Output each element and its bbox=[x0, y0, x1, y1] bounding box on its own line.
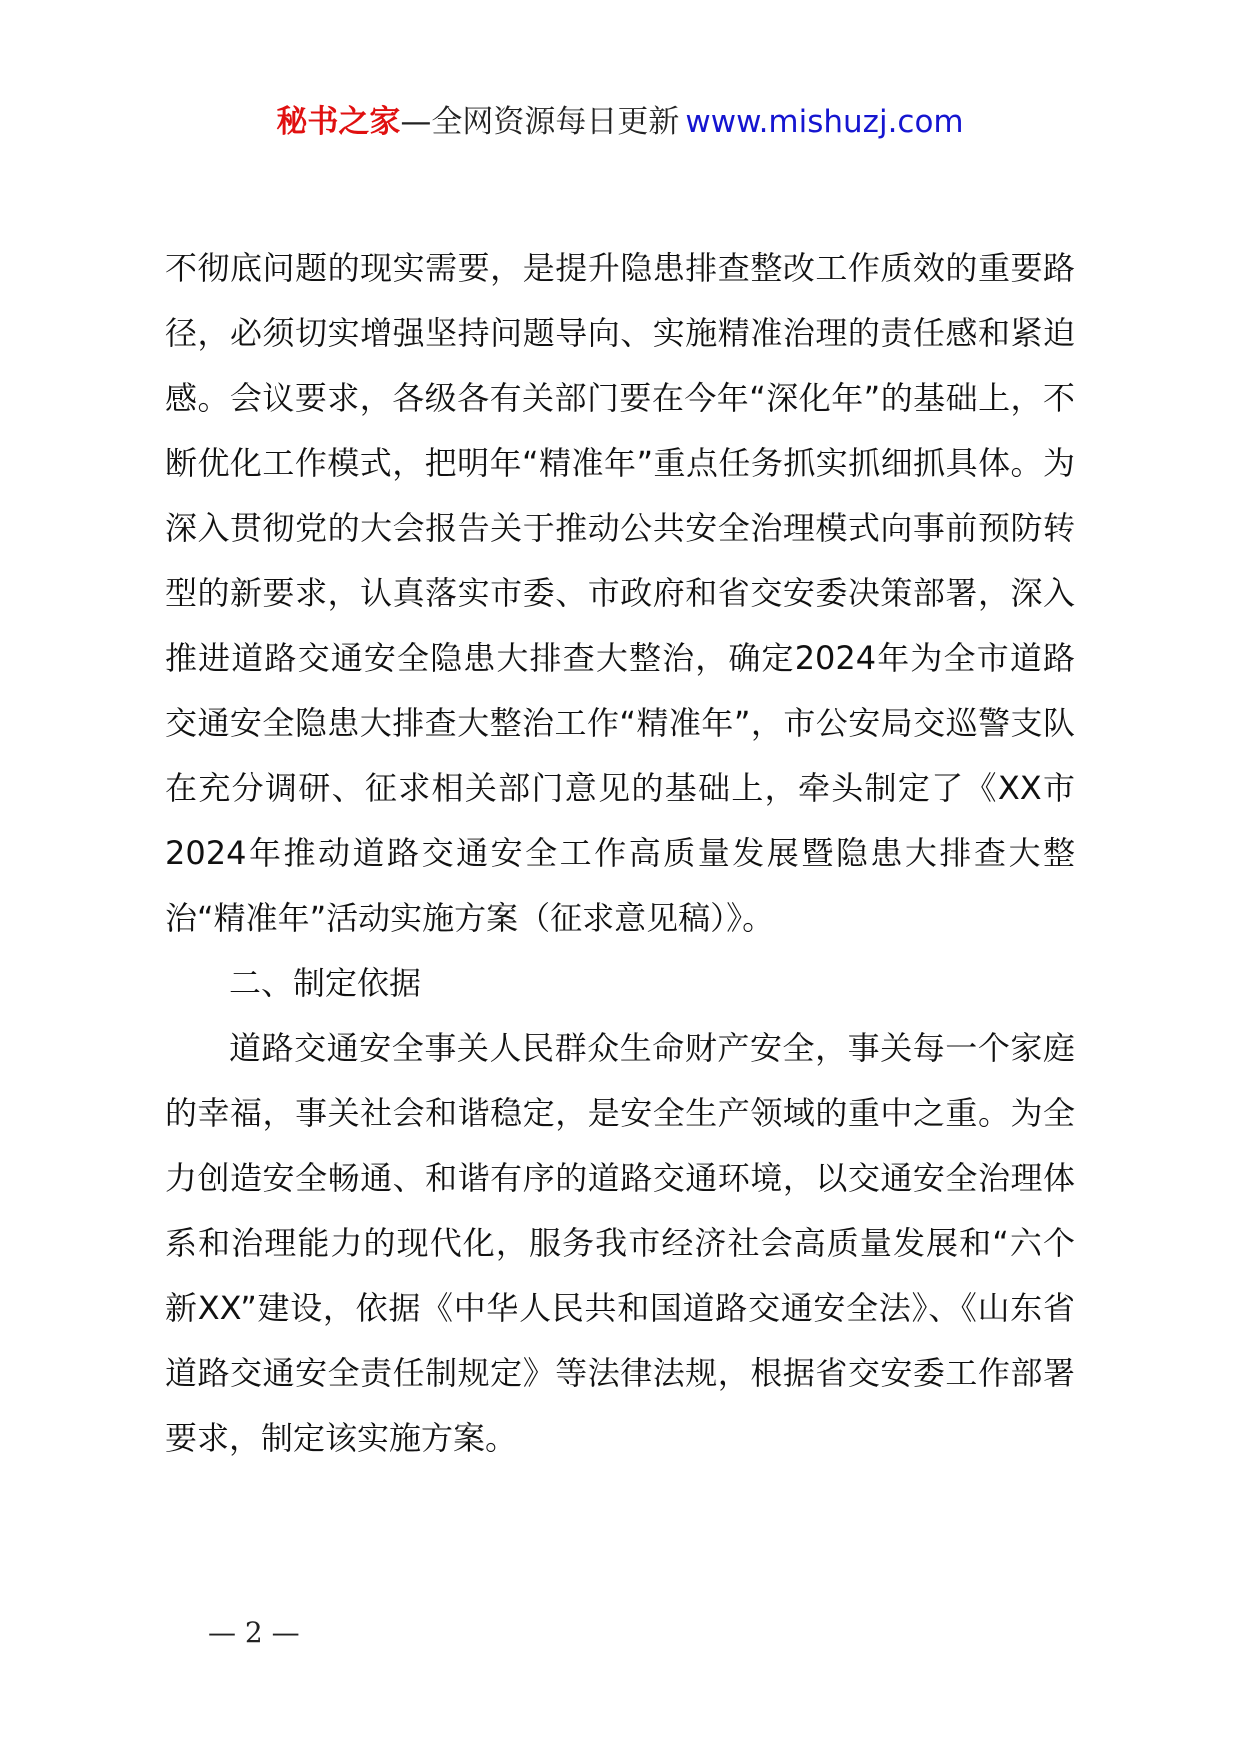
paragraph-continued: 不彻底问题的现实需要，是提升隐患排查整改工作质效的重要路径，必须切实增强坚持问题导向、实施精准治理的责任感和紧迫感。会议要求，各级各有关部门要在今年“深化年”的基础上，不断优化工作模式，把明年“精准年”重点任务抓实抓细抓具体。为深入贯彻党的大会报告关于推动公共安全治理模式向事前预防转型的新要求，认真落实市委、市政府和省交安委决策部署，深入推进道路交通安全隐患大排查大整治，确定2024年为全市道路交通安全隐患大排查大整治工作“精准年”，市公安局交巡警支队在充分调研、征求相关部门意见的基础上，牵头制定了《XX市2024年推动道路交通安全工作高质量发展暨隐患大排查大整治“精准年”活动实施方案（征求意见稿）》。 bbox=[165, 249, 1075, 937]
brand-name: 秘书之家 bbox=[276, 104, 401, 140]
page-number: — 2 — bbox=[208, 1616, 300, 1649]
site-tagline: —全网资源每日更新 bbox=[400, 104, 680, 140]
site-url-link[interactable]: www.mishuzj.com bbox=[685, 104, 964, 140]
paragraph-basis: 道路交通安全事关人民群众生命财产安全，事关每一个家庭的幸福，事关社会和谐稳定，是安全生产领域的重中之重。为全力创造安全畅通、和谐有序的道路交通环境，以交通安全治理体系和治理能力的现代化，服务我市经济社会高质量发展和“六个新XX”建设，依据《中华人民共和国道路交通安全法》、《山东省道路交通安全责任制规定》等法律法规，根据省交安委工作部署要求，制定该实施方案。 bbox=[165, 1029, 1075, 1457]
site-header bbox=[0, 96, 1240, 141]
section-heading: 二、制定依据 bbox=[229, 964, 422, 1002]
document-body bbox=[165, 236, 1075, 1471]
